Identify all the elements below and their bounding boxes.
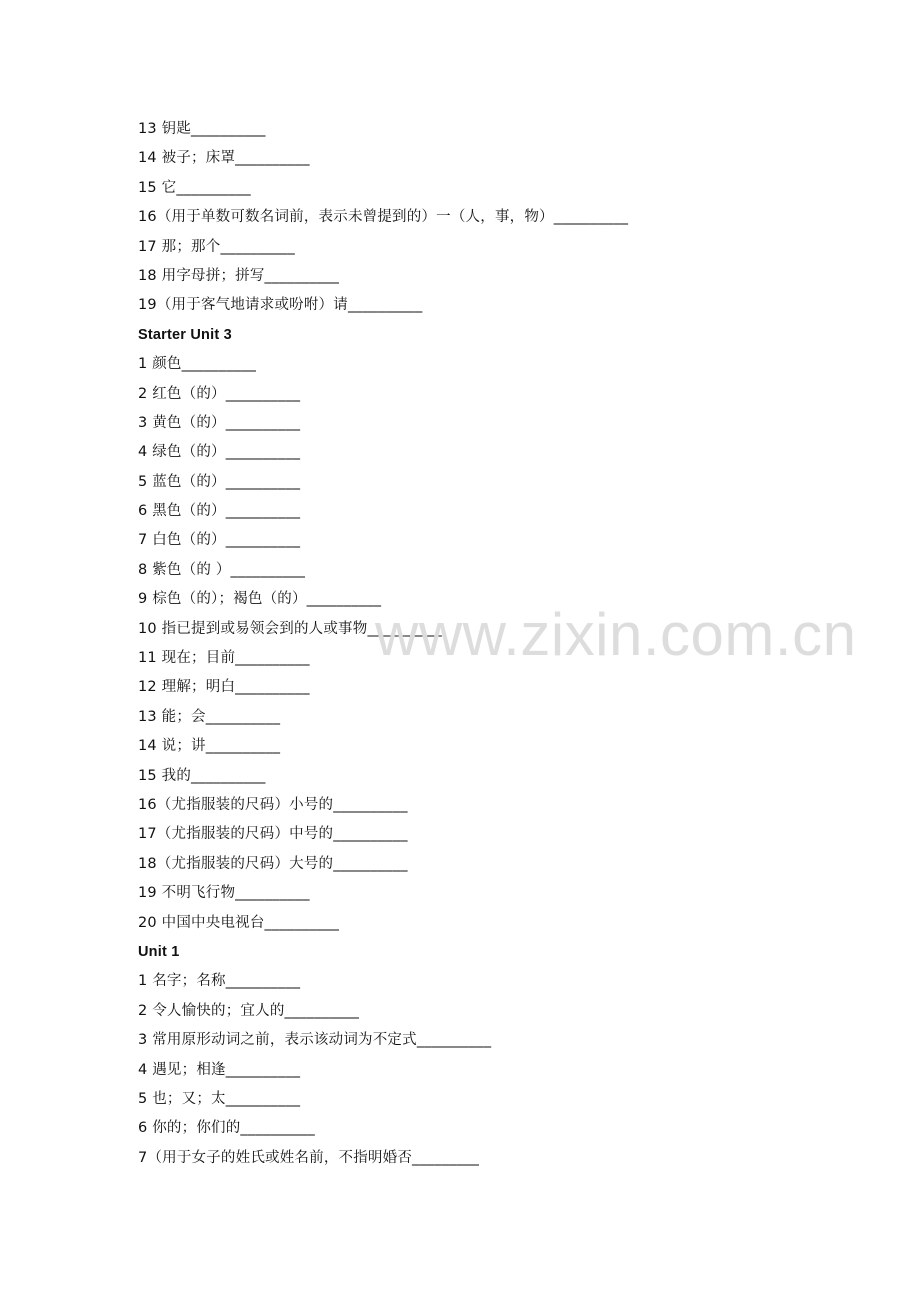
list-item: 6 黑色（的）__________	[138, 503, 301, 520]
list-item: 6 你的；你们的__________	[138, 1120, 315, 1137]
list-item: 3 黄色（的）__________	[138, 414, 301, 431]
list-item: 4 遇见；相逢__________	[138, 1061, 301, 1078]
list-item: 7 白色（的）__________	[138, 532, 301, 549]
list-item: 14 被子；床罩__________	[138, 150, 310, 167]
list-item: 19 不明飞行物__________	[138, 885, 310, 902]
list-item: 5 蓝色（的）__________	[138, 473, 301, 490]
list-item: 18 用字母拼；拼写__________	[138, 267, 340, 284]
list-item: 8 紫色（的 ）__________	[138, 561, 306, 578]
list-item: 4 绿色（的）__________	[138, 444, 301, 461]
list-item: 19（用于客气地请求或吩咐）请__________	[138, 297, 423, 314]
list-item: 5 也；又；太__________	[138, 1090, 301, 1107]
list-item: 14 说；讲__________	[138, 738, 281, 755]
list-item: 17 那；那个__________	[138, 238, 295, 255]
list-item: 13 钥匙__________	[138, 121, 266, 137]
list-item: 1 名字；名称__________	[138, 973, 301, 990]
list-item: 9 棕色（的）；褐色（的）__________	[138, 591, 382, 608]
list-item: 15 它__________	[138, 179, 251, 196]
list-item: 12 理解；明白__________	[138, 679, 310, 696]
list-item: 1 颜色__________	[138, 356, 257, 373]
vocabulary-list	[138, 115, 818, 1173]
list-item: 7（用于女子的姓氏或姓名前，不指明婚否_________	[138, 1149, 480, 1166]
list-item: 17（尤指服装的尺码）中号的__________	[138, 826, 408, 843]
list-item: 16（用于单数可数名词前，表示未曾提到的）一（人，事，物）__________	[138, 209, 629, 226]
list-item: 10 指已提到或易领会到的人或事物__________	[138, 620, 442, 637]
list-item: 11 现在；目前__________	[138, 650, 310, 667]
list-item: 15 我的__________	[138, 767, 266, 784]
section-heading: Starter Unit 3	[138, 326, 232, 343]
list-item: 2 红色（的）__________	[138, 385, 301, 402]
watermark: www.zixin.com.cn	[375, 601, 857, 668]
list-item: 16（尤指服装的尺码）小号的__________	[138, 796, 408, 813]
list-item: 2 令人愉快的；宜人的__________	[138, 1002, 360, 1019]
list-item: 13 能；会__________	[138, 708, 281, 725]
list-item: 20 中国中央电视台__________	[138, 914, 340, 931]
list-item: 3 常用原形动词之前，表示该动词为不定式__________	[138, 1032, 492, 1049]
section-heading: Unit 1	[138, 943, 180, 960]
list-item: 18（尤指服装的尺码）大号的__________	[138, 855, 408, 872]
